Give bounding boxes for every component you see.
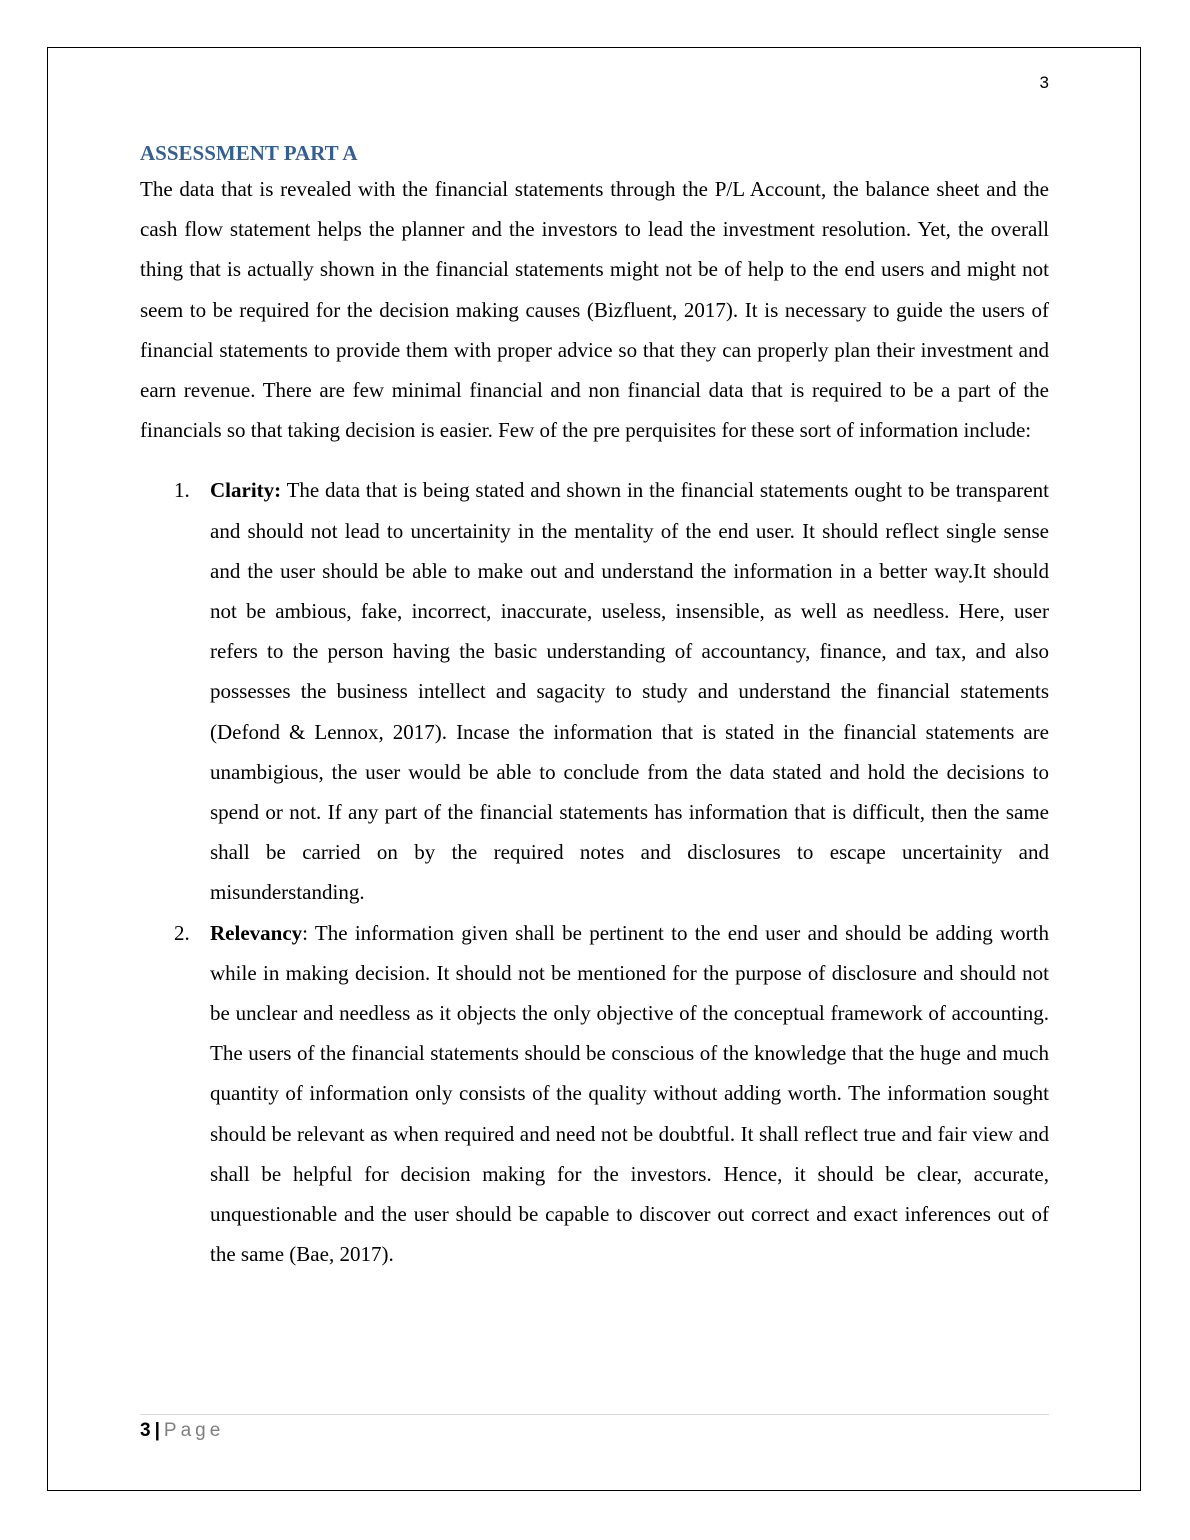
section-heading: ASSESSMENT PART A xyxy=(140,141,358,165)
footer-separator: | xyxy=(154,1420,160,1441)
footer-page-label: Page xyxy=(163,1420,225,1441)
header-page-number: 3 xyxy=(1039,73,1049,92)
prerequisites-list xyxy=(140,470,1049,1274)
list-item-term: Relevancy xyxy=(210,920,303,945)
list-item-number: 1. xyxy=(174,478,190,503)
list-item xyxy=(140,913,1049,1275)
footer-divider xyxy=(140,1414,1049,1415)
intro-paragraph: The data that is revealed with the financial statements through the P/L Account, the balance sheet and the cash flow statement helps the planner and the investors to lead the investment resolution. Yet, the overall thing that is actually shown in the financial statements might not be of help to the end users and might not seem to be required for the decision making causes (Bizfluent, 2017). It is necessary to guide the users of financial statements to provide them with proper advice so that they can properly plan their investment and earn revenue. There are few minimal financial and non financial data that is required to be a part of the financials so that taking decision is easier. Few of the pre perquisites for these sort of information include: xyxy=(140,177,1049,443)
page-footer xyxy=(140,1419,224,1443)
document-body xyxy=(140,137,1049,1274)
list-item xyxy=(140,470,1049,912)
list-item-text: : The information given shall be pertinent to the end user and should be adding worth while in making decision. It should not be mentioned for the purpose of disclosure and should not be unclear and needless as it objects the only objective of the conceptual framework of accounting. The users of the financial statements should be conscious of the knowledge that the huge and much quantity of information only consists of the quality without adding worth. The information sought should be relevant as when required and need not be doubtful. It shall reflect true and fair view and shall be helpful for decision making for the investors. Hence, it should be clear, accurate, unquestionable and the user should be capable to discover out correct and exact inferences out of the same (Bae, 2017). xyxy=(210,920,1049,1267)
list-item-term: Clarity: xyxy=(210,478,282,503)
list-item-text: The data that is being stated and shown in the financial statements ought to be transparent and should not lead to uncertainity in the mentality of the end user. It should reflect single sense and the user should be able to make out and understand the information in a better way.It should not be ambious, fake, incorrect, inaccurate, useless, insensible, as well as needless. Here, user refers to the person having the basic understanding of accountancy, finance, and tax, and also possesses the business intellect and sagacity to study and understand the financial statements (Defond & Lennox, 2017). Incase the information that is stated in the financial statements are unambigious, the user would be able to conclude from the data stated and hold the decisions to spend or not. If any part of the financial statements has information that is difficult, then the same shall be carried on by the required notes and disclosures to escape uncertainity and misunderstanding. xyxy=(210,478,1049,905)
list-item-number: 2. xyxy=(174,920,190,945)
footer-page-number: 3 xyxy=(140,1420,151,1441)
